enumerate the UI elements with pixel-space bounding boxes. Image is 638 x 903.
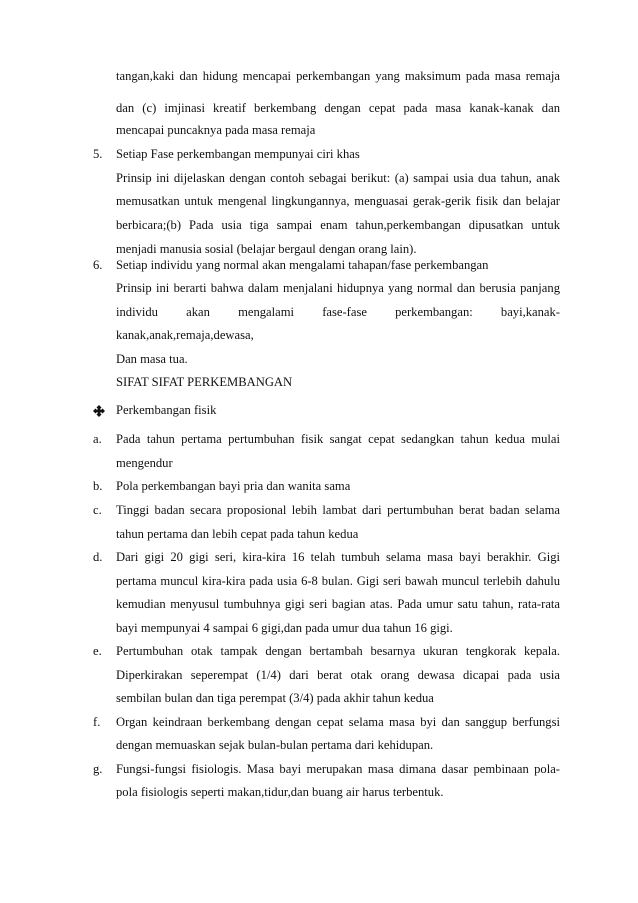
item-line: Prinsip ini dijelaskan dengan contoh sebagai berikut: (a) sampai usia dua tahun, anak <box>116 171 560 185</box>
item-line: pola fisiologis seperti makan,tidur,dan buang air harus terbentuk. <box>116 785 444 799</box>
item-line: Organ keindraan berkembang dengan cepat selama masa byi dan sanggup berfungsi <box>116 715 560 729</box>
list-marker: e. <box>93 644 102 658</box>
item-line: sembilan bulan dan tiga perempat (3/4) pada akhir tahun kedua <box>116 691 434 705</box>
list-marker: b. <box>93 479 103 493</box>
item-line: Pertumbuhan otak tampak dengan bertambah besarnya ukuran tengkorak kepala. <box>116 644 560 658</box>
item-line: tahun pertama dan lebih cepat pada tahun kedua <box>116 527 359 541</box>
item-line: memusatkan untuk mengenal lingkungannya, menguasai gerak-gerik fisik dan belajar <box>116 194 560 208</box>
item-line: Dari gigi 20 gigi seri, kira-kira 16 telah tumbuh selama masa bayi berakhir. Gigi <box>116 550 560 564</box>
list-marker: a. <box>93 432 102 446</box>
section-heading: Perkembangan fisik <box>116 403 217 417</box>
section-title: SIFAT SIFAT PERKEMBANGAN <box>116 375 293 389</box>
list-marker: f. <box>93 715 101 729</box>
item-line: Pada tahun pertama pertumbuhan fisik sangat cepat sedangkan tahun kedua mulai <box>116 432 560 446</box>
item-line: pertama muncul kira-kira pada usia 6-8 bulan. Gigi seri bawah muncul terlebih dahulu <box>116 574 560 588</box>
item-line: Prinsip ini berarti bahwa dalam menjalani hidupnya yang normal dan berusia panjang <box>116 281 560 295</box>
item-line: menjadi manusia sosial (belajar bergaul dengan orang lain). <box>116 242 417 256</box>
item-line: berbicara;(b) Pada usia tiga sampai enam tahun,perkembangan dipusatkan untuk <box>116 218 560 232</box>
intro-line: tangan,kaki dan hidung mencapai perkembangan yang maksimum pada masa remaja <box>116 69 560 83</box>
item-line: Dan masa tua. <box>116 352 188 366</box>
item-line: Tinggi badan secara proposional lebih lambat dari pertumbuhan berat badan selama <box>116 503 560 517</box>
list-marker: 6. <box>93 258 103 272</box>
intro-line: dan (c) imjinasi kreatif berkembang dengan cepat pada masa kanak-kanak dan <box>116 101 560 115</box>
diamond-bullet-icon <box>92 404 106 418</box>
list-marker: g. <box>93 762 103 776</box>
item-line: individu akan mengalami fase-fase perkembangan: bayi,kanak- <box>116 305 560 319</box>
item-line: bayi mempunyai 4 sampai 6 gigi,dan pada umur dua tahun 16 gigi. <box>116 621 453 635</box>
item-line: Fungsi-fungsi fisiologis. Masa bayi merupakan masa dimana dasar pembinaan pola- <box>116 762 560 776</box>
item-title: Setiap Fase perkembangan mempunyai ciri khas <box>116 147 360 161</box>
item-line: mengendur <box>116 456 173 470</box>
list-marker: d. <box>93 550 103 564</box>
item-line: dengan memuaskan sejak bulan-bulan pertama dari kehidupan. <box>116 738 434 752</box>
list-marker: c. <box>93 503 102 517</box>
intro-line: mencapai puncaknya pada masa remaja <box>116 123 316 137</box>
list-marker: 5. <box>93 147 103 161</box>
item-title: Setiap individu yang normal akan mengalami tahapan/fase perkembangan <box>116 258 489 272</box>
item-line: kemudian menyusul tumbuhnya gigi seri bagian atas. Pada umur satu tahun, rata-rata <box>116 597 560 611</box>
item-line: Diperkirakan seperempat (1/4) dari berat otak orang dewasa dicapai pada usia <box>116 668 560 682</box>
item-line: Pola perkembangan bayi pria dan wanita sama <box>116 479 351 493</box>
item-line: kanak,anak,remaja,dewasa, <box>116 328 254 342</box>
